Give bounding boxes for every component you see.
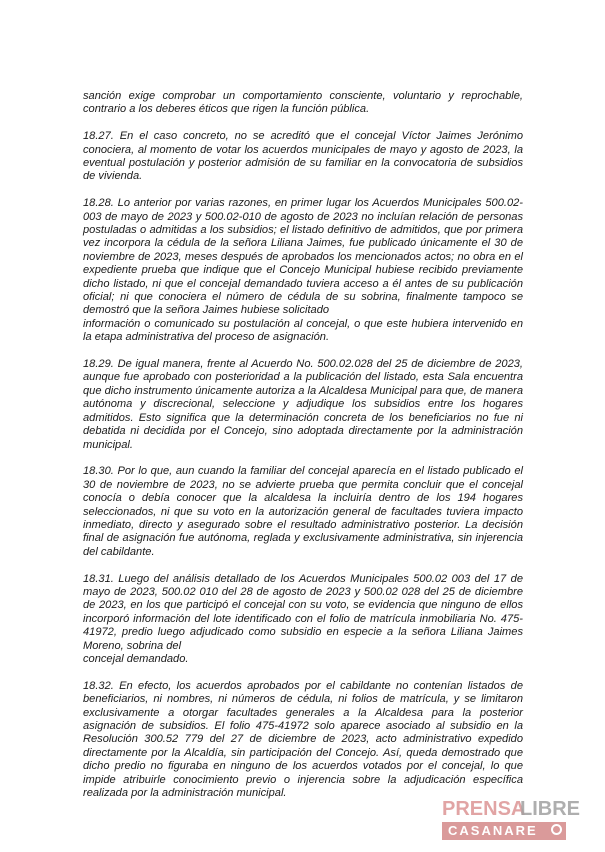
paragraph-18-28-body: 18.28. Lo anterior por varias razones, en primer lugar los Acuerdos Municipales 500.02-003 de mayo de 2023 y 500.02-010 de agosto de 2023 no incluían relación de personas postuladas o admitidas a los subsidios; el listado definitivo de admitidos, que por primera vez incorpora la cédula de la señora Liliana Jaimes, fue publicado únicamente el 30 de noviembre de 2023, meses después de aprobados los mencionados actos; no obra en el expediente prueba que indique que el Concejo Municipal hubiese recibido previamente dicho listado, ni que el concejal demandado tuviera acceso a él antes de su publicación oficial; ni que conociera el número de cédula de su sobrina, finalmente tampoco se demostró que la señora Jaimes hubiese solicitado [83, 197, 523, 317]
paragraph-18-31 [83, 573, 523, 667]
paragraph-18-31-continuation: concejal demandado. [83, 652, 189, 665]
watermark-circle-icon [551, 824, 562, 835]
watermark-logo [438, 798, 580, 846]
watermark-bottom-band [442, 822, 566, 840]
paragraph-18-27: 18.27. En el caso concreto, no se acreditó que el concejal Víctor Jaimes Jerónimo conociera, al momento de votar los acuerdos municipales de mayo y agosto de 2023, la eventual postulación y posterior admisión de su familiar en la convocatoria de subsidios de vivienda. [83, 130, 523, 183]
watermark-casanare: CASANARE [448, 823, 538, 838]
paragraph-18-28-continuation: información o comunicado su postulación al concejal, o que este hubiera intervenido en la etapa administrativa del proceso de asignación. [83, 317, 523, 344]
watermark-libre: LIBRE [520, 798, 580, 820]
paragraph-18-31-body: 18.31. Luego del análisis detallado de los Acuerdos Municipales 500.02 003 del 17 de mayo de 2023, 500.02 010 del 28 de agosto de 2023 y 500.02 028 del 25 de diciembre de 2023, en los que participó el concejal con su voto, se evidencia que ninguno de ellos incorporó información del lote identificado con el folio de matrícula inmobiliaria No. 475-41972, predio luego adjudicado como subsidio en especie a la señora Liliana Jaimes Moreno, sobrina del [83, 572, 523, 652]
watermark-top-band [438, 798, 578, 820]
paragraph-intro: sanción exige comprobar un comportamiento consciente, voluntario y reprochable, contrario a los deberes éticos que rigen la función pública. [83, 90, 523, 116]
paragraph-18-28 [83, 197, 523, 344]
paragraph-18-29: 18.29. De igual manera, frente al Acuerdo No. 500.02.028 del 25 de diciembre de 2023, aunque fue aprobado con posterioridad a la publicación del listado, esta Sala encuentra que dicho instrumento únicamente autoriza a la Alcaldesa Municipal para que, de manera autónoma y discrecional, seleccione y adjudique los subsidios entre los hogares admitidos. Esto significa que la determinación concreta de los beneficiarios no fue ni debatida ni decidida por el Concejo, sino adoptada directamente por la administración municipal. [83, 358, 523, 451]
watermark-prensa: PRENSA [442, 798, 526, 820]
document-page [83, 90, 523, 814]
paragraph-18-32: 18.32. En efecto, los acuerdos aprobados por el cabildante no contenían listados de beneficiarios, ni nombres, ni números de cédula, ni folios de matrícula, y se limitaron exclusivamente a otorgar facultades generales a la Alcaldesa para la posterior asignación de subsidios. El folio 475-41972 solo aparece asociado al subsidio en la Resolución 300.52 779 del 27 de diciembre de 2023, acto administrativo expedido directamente por la Alcaldía, sin participación del Concejo. Así, queda demostrado que dicho predio no figuraba en ninguno de los acuerdos votados por el concejal, lo que impide atribuirle conocimiento previo o injerencia sobre la adjudicación específica realizada por la administración municipal. [83, 679, 523, 800]
paragraph-18-30: 18.30. Por lo que, aun cuando la familiar del concejal aparecía en el listado publicado el 30 de noviembre de 2023, no se advierte prueba que permita concluir que el concejal conocía o debía conocer que la alcaldesa la incluiría dentro de los 194 hogares seleccionados, ni que su voto en la autorización general de facultades tuviera impacto inmediato, directo y asegurado sobre el resultado administrativo posterior. La decisión final de asignación fue autónoma, reglada y exclusivamente administrativa, sin injerencia del cabildante. [83, 465, 523, 558]
